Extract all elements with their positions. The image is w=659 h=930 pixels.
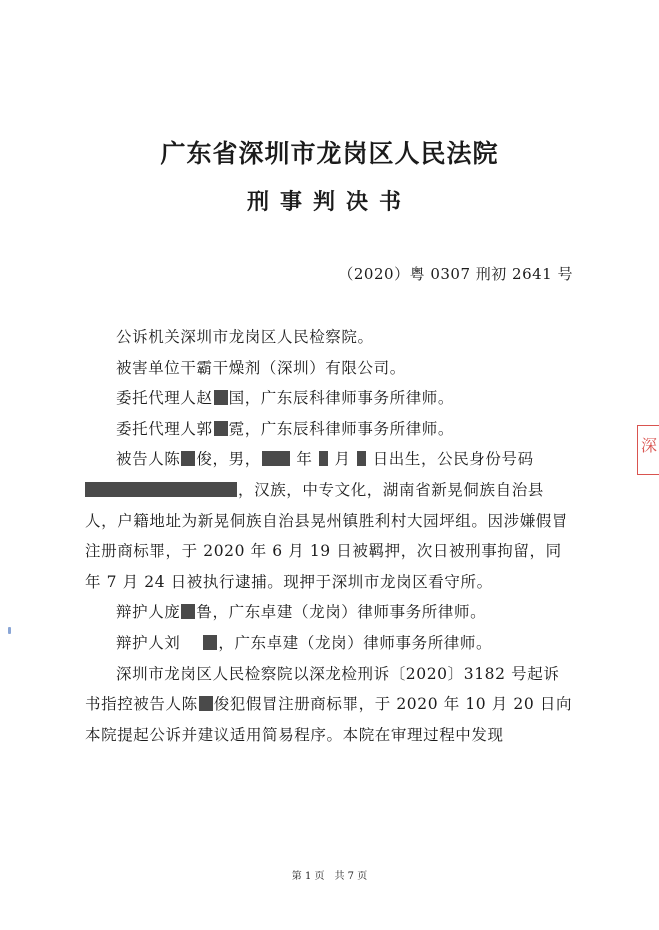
prosecution-paragraph: 公诉机关深圳市龙岗区人民检察院。 [116,328,374,346]
agent-paragraph-2 [85,414,575,445]
defense-paragraph-1 [85,597,575,628]
redaction-block [85,482,237,497]
document-title: 刑事判决书 [246,189,412,215]
agent-2-suffix: 霓，广东辰科律师事务所律师。 [228,419,455,438]
redaction-block [357,451,366,466]
agent-2-prefix: 委托代理人郭 [116,419,213,438]
defendant-gender: 俊，男， [196,450,261,469]
redaction-block [214,421,228,436]
redaction-block [262,451,290,466]
page-indicator: 第 1 页 共 7 页 [291,871,368,882]
redaction-block [203,635,217,650]
redaction-block [181,451,195,466]
scan-artifact [8,627,11,634]
defendant-birth-suffix: 日出生，公民身份号码 [372,450,534,469]
defendant-details: ，汉族，中专文化，湖南省新晃侗族自治县人，户籍地址为新晃侗族自治县晃州镇胜利村大园坪组。因涉嫌假冒注册商标罪，于 2020 年 6 月 19 日被羁押，次日被刑事拘留，同年 7 月 24 日被执行逮捕。现押于深圳市龙岗区看守所。 [85,480,569,591]
indictment-paragraph [85,659,575,751]
victim-unit-paragraph: 被害单位干霸干燥剂（深圳）有限公司。 [116,358,406,377]
defense-1-suffix: 鲁，广东卓建（龙岗）律师事务所律师。 [196,603,487,622]
agent-1-suffix: 国，广东辰科律师事务所律师。 [228,389,455,408]
defense-paragraph-2 [85,628,575,659]
defendant-year-label: 年 [296,450,313,469]
defense-2-suffix: ，广东卓建（龙岗）律师事务所律师。 [218,633,493,652]
indictment-suffix: 俊犯假冒注册商标罪，于 2020 年 10 月 20 日向本院提起公诉并建议适用简易程序。本院在审理过程中发现 [85,695,573,744]
court-name: 广东省深圳市龙岗区人民法院 [160,139,499,168]
redaction-block [181,604,195,619]
redaction-block [319,451,328,466]
defense-2-prefix: 辩护人刘 [116,633,181,652]
case-number: （2020）粤 0307 刑初 2641 号 [338,265,573,283]
defense-1-prefix: 辩护人庞 [116,603,181,622]
redaction-block [214,390,228,405]
indictment-prefix: 深圳市龙岗区人民检察院以深龙检刑诉〔2020〕3182 号起诉书指控被告人陈 [85,664,560,714]
agent-1-prefix: 委托代理人赵 [116,389,213,408]
defendant-prefix: 被告人陈 [116,450,181,469]
side-seal-stamp: 深 [637,425,659,475]
defendant-paragraph [85,444,575,597]
agent-paragraph-1 [85,383,575,414]
judgment-body [85,322,575,750]
defendant-month-label: 月 [334,450,351,469]
redaction-block [199,696,213,711]
